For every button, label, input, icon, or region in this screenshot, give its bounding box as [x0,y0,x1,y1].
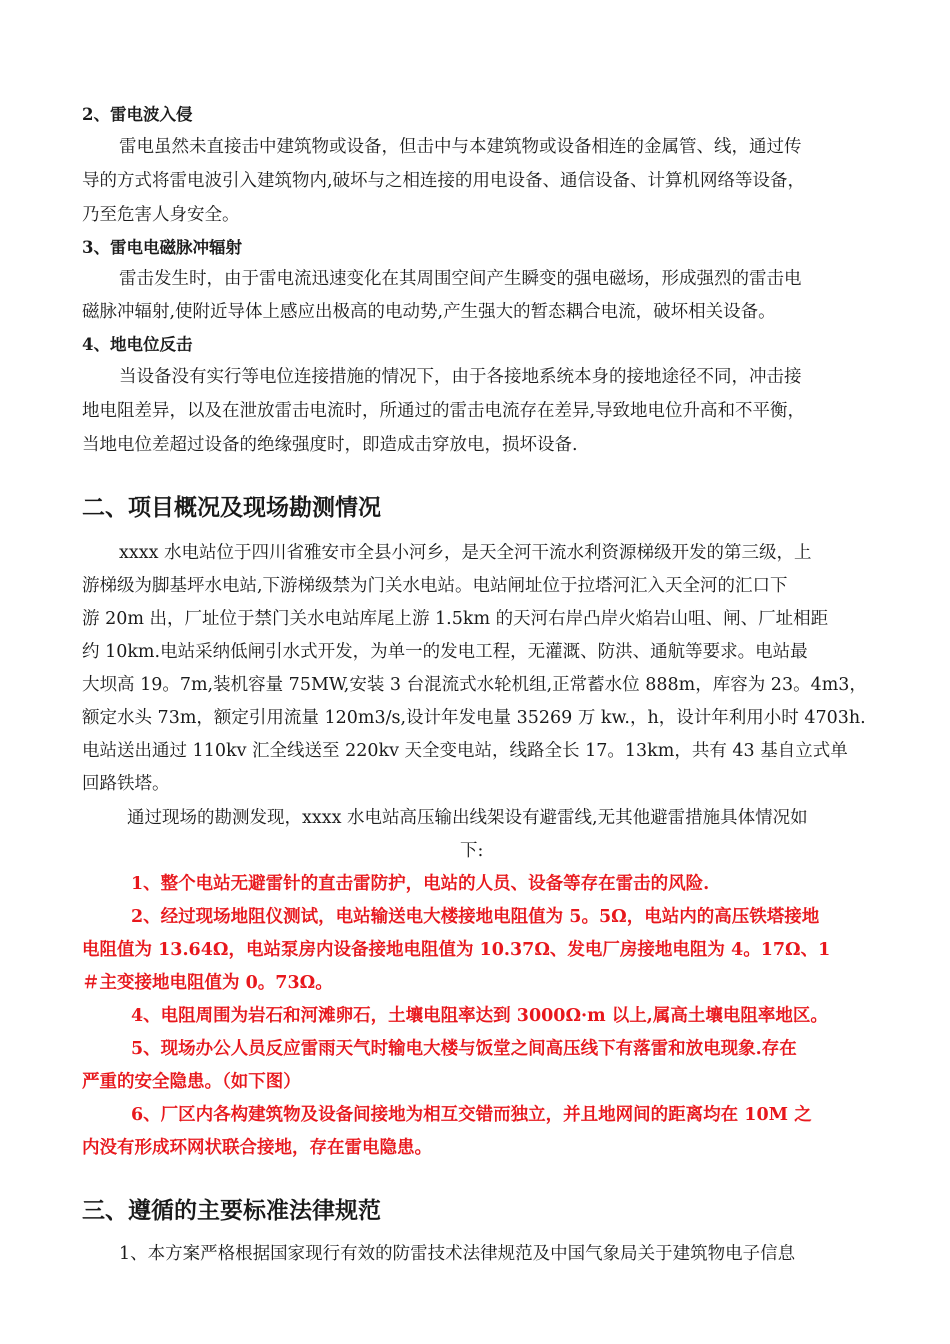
section3-heading: 三、遵循的主要标准法律规范 [82,1198,381,1224]
overview-line-2: 游梯级为脚基坪水电站,下游梯级禁为门关水电站。电站闸址位于拉塔河汇入天全河的汇口下 [82,576,788,596]
item3-line-2: 磁脉冲辐射,使附近导体上感应出极高的电动势,产生强大的暂态耦合电流，破坏相关设备。 [82,302,776,322]
overview-line-5: 大坝高 19。7m,装机容量 75MW,安装 3 台混流式水轮机组,正常蓄水位 888m，库容为 23。4m3， [82,675,867,695]
finding-2-line-1: 2、经过现场地阻仪测试，电站输送电大楼接地电阻值为 5。5Ω，电站内的高压铁塔接地 [131,907,820,927]
item3-heading: 3、雷电电磁脉冲辐射 [82,238,242,257]
finding-2-line-3: ＃主变接地电阻值为 0。73Ω。 [82,973,333,993]
overview-line-4: 约 10km.电站采纳低闸引水式开发，为单一的发电工程，无灌溉、防洪、通航等要求。电站最 [82,642,808,662]
survey-line-2: 下: [460,841,484,861]
item2-line-3: 乃至危害人身安全。 [82,205,240,225]
survey-line-1: 通过现场的勘测发现，xxxx 水电站高压输出线架设有避雷线,无其他避雷措施具体情况如 [127,808,808,828]
finding-6-line-2: 内没有形成环网状联合接地，存在雷电隐患。 [82,1138,432,1158]
finding-4: 4、电阻周围为岩石和河滩卵石，土壤电阻率达到 3000Ω·m 以上,属高土壤电阻率地区。 [131,1006,828,1026]
standards-line-1: 1、本方案严格根据国家现行有效的防雷技术法律规范及中国气象局关于建筑物电子信息 [119,1244,796,1264]
item2-line-1: 雷电虽然未直接击中建筑物或设备，但击中与本建筑物或设备相连的金属管、线，通过传 [119,137,802,157]
item2-line-2: 导的方式将雷电波引入建筑物内,破坏与之相连接的用电设备、通信设备、计算机网络等设备， [82,171,806,191]
finding-5-line-1: 5、现场办公人员反应雷雨天气时输电大楼与饭堂之间高压线下有落雷和放电现象.存在 [131,1039,797,1059]
item4-line-3: 当地电位差超过设备的绝缘强度时，即造成击穿放电，损坏设备. [82,435,578,455]
overview-line-8: 回路铁塔。 [82,774,170,794]
overview-line-6: 额定水头 73m，额定引用流量 120m3/s,设计年发电量 35269 万 kw.，h，设计年利用小时 4703h. [82,708,866,728]
finding-5-line-2: 严重的安全隐患。（如下图） [82,1072,301,1092]
item2-heading: 2、雷电波入侵 [82,105,193,124]
finding-2-line-2: 电阻值为 13.64Ω，电站泵房内设备接地电阻值为 10.37Ω、发电厂房接地电阻为 4。17Ω、1 [82,940,831,960]
item4-line-1: 当设备没有实行等电位连接措施的情况下，由于各接地系统本身的接地途径不同，冲击接 [119,367,802,387]
item3-line-1: 雷击发生时，由于雷电流迅速变化在其周围空间产生瞬变的强电磁场，形成强烈的雷击电 [119,269,802,289]
finding-1: 1、整个电站无避雷针的直击雷防护，电站的人员、设备等存在雷击的风险. [131,874,710,894]
item4-line-2: 地电阻差异，以及在泄放雷击电流时，所通过的雷击电流存在差异,导致地电位升高和不平衡， [82,401,806,421]
finding-6-line-1: 6、厂区内各构建筑物及设备间接地为相互交错而独立，并且地网间的距离均在 10M 之 [131,1105,812,1125]
overview-line-7: 电站送出通过 110kv 汇全线送至 220kv 天全变电站，线路全长 17。13km，共有 43 基自立式单 [82,741,848,761]
overview-line-3: 游 20m 出，厂址位于禁门关水电站库尾上游 1.5km 的天河右岸凸岸火焰岩山咀、闸、厂址相距 [82,609,829,629]
item4-heading: 4、地电位反击 [82,335,193,354]
overview-line-1: xxxx 水电站位于四川省雅安市全县小河乡，是天全河干流水利资源梯级开发的第三级，上 [119,543,812,563]
section2-heading: 二、项目概况及现场勘测情况 [82,495,381,521]
